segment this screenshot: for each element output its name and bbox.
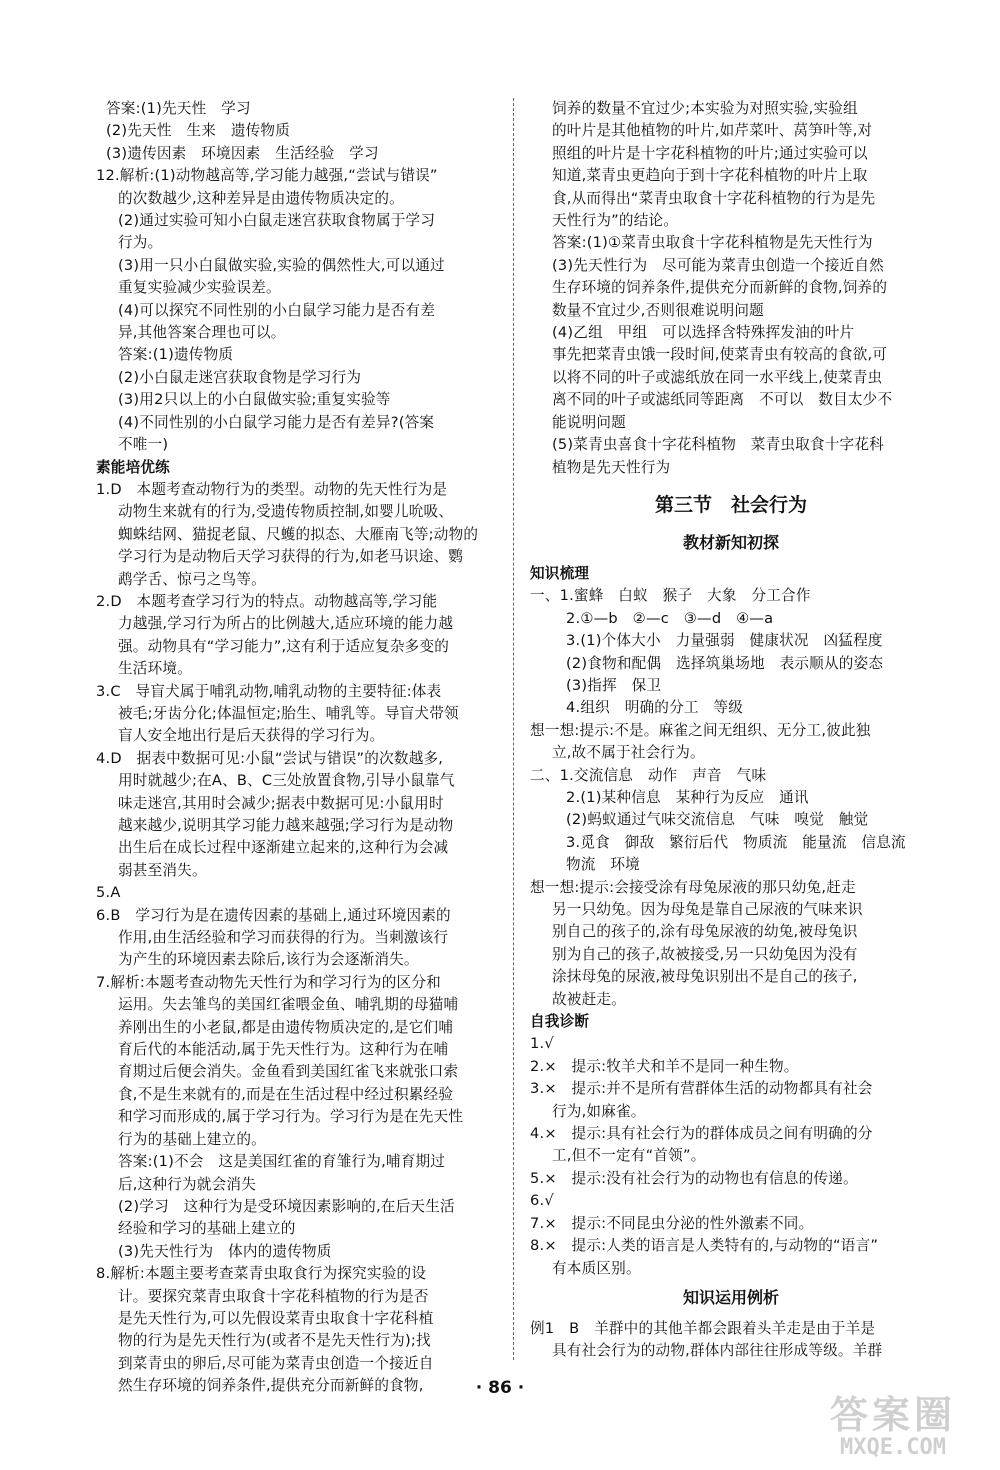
- watermark-url: MXQE.COM: [840, 1435, 946, 1460]
- text-line: 涂抹母兔的尿液,被母兔识别出不是自己的孩子,: [552, 968, 858, 986]
- text-line: (3)指挥 保卫: [566, 676, 662, 694]
- text-line: 8.× 提示:人类的语言是人类特有的,与动物的“语言”: [530, 1237, 879, 1255]
- section-title: 第三节 社会行为: [654, 493, 807, 516]
- text-line: 8.解析:本题主要考查菜青虫取食行为探究实验的设: [96, 1265, 427, 1283]
- text-line: 力越强,学习行为所占的比例越大,适应环境的能力越: [118, 615, 454, 633]
- text-line: 的次数越少,这种差异是由遗传物质决定的。: [118, 189, 404, 207]
- text-line: 出生后在成长过程中逐渐建立起来的,这种行为会减: [118, 839, 449, 857]
- text-line: 动物生来就有的行为,受遗传物质控制,如婴儿吮吸、: [118, 503, 454, 521]
- text-line: 7.解析:本题考查动物先天性行为和学习行为的区分和: [96, 973, 441, 991]
- text-line: (3)用2只以上的小白鼠做实验;重复实验等: [118, 391, 391, 409]
- text-line: 饲养的数量不宜过少;本实验为对照实验,实验组: [552, 100, 858, 117]
- text-line: 用时就越少;在A、B、C三处放置食物,引导小鼠靠气: [118, 772, 455, 790]
- text-line: 食,从而得出“菜青虫取食十字花科植物的行为是先: [552, 189, 876, 207]
- text-line: 运用。失去雏鸟的美国红雀喂金鱼、哺乳期的母猫哺: [118, 996, 459, 1014]
- text-line: 故被赶走。: [552, 990, 626, 1008]
- text-line: 6.√: [530, 1192, 554, 1210]
- text-line: 物流 环境: [566, 856, 640, 874]
- text-line: 行为,如麻雀。: [552, 1102, 646, 1120]
- text-line: 知道,菜青虫更趋向于到十字花科植物的叶片上取: [552, 167, 868, 185]
- text-line: 照组的叶片是十字花科植物的叶片;通过实验可以: [552, 144, 868, 162]
- right-column-middle: [530, 563, 932, 1280]
- text-line: 想一想:提示:会接受涂有母兔尿液的那只幼兔,赶走: [530, 878, 856, 896]
- text-line: 1.D 本题考查动物行为的类型。动物的先天性行为是: [96, 480, 448, 498]
- text-line: 例1 B 羊群中的其他羊都会跟着头羊走是由于羊是: [530, 1319, 876, 1337]
- text-line: 5.× 提示:没有社会行为的动物也有信息的传递。: [530, 1169, 858, 1187]
- text-line: 行为的基础上建立的。: [118, 1130, 266, 1148]
- text-line: 学习行为是动物后天学习获得的行为,如老马识途、鹦: [118, 548, 464, 566]
- text-line: 2.①—b ②—c ③—d ④—a: [566, 609, 774, 627]
- text-line: (4)可以探究不同性别的小白鼠学习能力是否有差: [118, 301, 436, 319]
- text-line: 别为自己的孩子,故被接受,另一只幼兔因为没有: [552, 945, 858, 963]
- text-line: (4)不同性别的小白鼠学习能力是否有差异?(答案: [118, 413, 435, 431]
- text-line: 12.解析:(1)动物越高等,学习能力越强,“尝试与错误”: [96, 167, 438, 185]
- text-line: 4.D 据表中数据可见:小鼠“尝试与错误”的次数越多,: [96, 749, 444, 767]
- text-line: 3.× 提示:并不是所有营群体生活的动物都具有社会: [530, 1080, 873, 1098]
- text-line: 二、1.交流信息 动作 声音 气味: [530, 766, 767, 784]
- text-line: 强。动物具有“学习能力”,这有利于适应复杂多变的: [118, 637, 450, 655]
- text-line: (3)遗传因素 环境因素 生活经验 学习: [106, 144, 379, 162]
- text-line: 食,不是生来就有的,而是在生活过程中经过积累经验: [118, 1085, 454, 1103]
- text-line: 天性行为”的结论。: [552, 212, 679, 230]
- text-line: (2)蚂蚁通过气味交流信息 气味 嗅觉 触觉: [566, 811, 869, 829]
- text-line: 立,故不属于社会行为。: [552, 744, 705, 762]
- text-line: 3.C 导盲犬属于哺乳动物,哺乳动物的主要特征:体表: [96, 682, 442, 700]
- text-line: 答案:(1)①菜青虫取食十字花科植物是先天性行为: [552, 234, 873, 252]
- text-line: 是先天性行为,可以先假设菜青虫取食十字花科植: [118, 1309, 434, 1327]
- text-line: 离不同的叶子或滤纸同等距离 不可以 数目太少不: [552, 391, 893, 409]
- text-line: 养刚出生的小老鼠,都是由遗传物质决定的,是它们哺: [118, 1018, 454, 1036]
- text-line: 别自己的孩子的,涂有母兔尿液的幼兔,被母兔识: [552, 923, 858, 941]
- text-line: 异,其他答案合理也可以。: [118, 324, 286, 342]
- text-line: 弱甚至消失。: [118, 861, 207, 879]
- text-line: 数量不宜过少,否则很难说明问题: [552, 301, 764, 319]
- text-line: 作用,由生活经验和学习而获得的行为。当刺激该行: [118, 929, 449, 947]
- text-line: 行为。: [118, 234, 163, 252]
- column-divider: [513, 98, 514, 1360]
- text-line: 经验和学习的基础上建立的: [118, 1220, 296, 1238]
- text-line: 3.(1)个体大小 力量强弱 健康状况 凶猛程度: [566, 632, 883, 650]
- text-line: 另一只幼兔。因为母兔是靠自己尿液的气味来识: [552, 901, 863, 918]
- text-line: (3)先天性行为 尽可能为菜青虫创造一个接近自然: [552, 256, 884, 274]
- right-column-top: [530, 98, 932, 479]
- text-line: (2)通过实验可知小白鼠走迷宫获取食物属于学习: [118, 212, 436, 230]
- text-line: 有本质区别。: [552, 1259, 641, 1277]
- watermark-logo: [808, 1380, 978, 1464]
- subsection-title-2: 知识运用例析: [682, 1287, 779, 1307]
- text-line: 鹉学舌、惊弓之鸟等。: [118, 570, 266, 588]
- text-line: 4.× 提示:具有社会行为的群体成员之间有明确的分: [530, 1125, 873, 1143]
- text-line: 生活环境。: [118, 660, 192, 678]
- text-line: 育期过后便会消失。金鱼看到美国红雀飞来就张口索: [118, 1063, 459, 1081]
- text-line: 计。要探究菜青虫取食十字花科植物的行为是否: [118, 1287, 429, 1305]
- text-line: 和学习而形成的,属于学习行为。学习行为是在先天性: [118, 1108, 464, 1126]
- text-line: (5)菜青虫喜食十字花科植物 菜青虫取食十字花科: [552, 436, 884, 454]
- text-line: 2.(1)某种信息 某种行为反应 通讯: [566, 788, 809, 806]
- text-line: 答案:(1)遗传物质: [118, 346, 234, 364]
- text-line: 物的行为是先天性行为(或者不是先天性行为);找: [118, 1332, 431, 1350]
- text-line: 6.B 学习行为是在遗传因素的基础上,通过环境因素的: [96, 906, 451, 924]
- text-line: 一、1.蜜蜂 白蚁 猴子 大象 分工合作: [530, 587, 811, 605]
- text-line: (2)食物和配偶 选择筑巢场地 表示顺从的姿态: [566, 654, 884, 672]
- text-line: 蜘蛛结网、猫捉老鼠、尺蠖的拟态、大雁南飞等;动物的: [118, 525, 479, 543]
- text-line: 生存环境的饲养条件,提供充分而新鲜的食物,饲养的: [552, 279, 888, 297]
- text-line: 后,这种行为就会消失: [118, 1175, 256, 1193]
- text-line: 7.× 提示:不同昆虫分泌的性外激素不同。: [530, 1214, 814, 1232]
- right-column-bottom: [530, 1318, 932, 1363]
- text-line: 自我诊断: [530, 1013, 590, 1031]
- text-line: 以将不同的叶子或滤纸放在同一水平线上,使菜青虫: [552, 368, 883, 386]
- text-line: 育后代的本能活动,属于先天性行为。这种行为在哺: [118, 1041, 449, 1059]
- text-line: 具有社会行为的动物,群体内部往往形成等级。羊群: [552, 1342, 883, 1360]
- left-column: [96, 98, 498, 1398]
- text-line: 知识梳理: [530, 564, 590, 582]
- text-line: 答案:(1)不会 这是美国红雀的育雏行为,哺育期过: [118, 1153, 446, 1171]
- text-line: 4.组织 明确的分工 等级: [566, 699, 744, 717]
- right-column: [530, 98, 932, 1363]
- text-line: (3)先天性行为 体内的遗传物质: [118, 1242, 332, 1260]
- text-line: 想一想:提示:不是。麻雀之间无组织、无分工,彼此独: [530, 721, 871, 739]
- text-line: (2)小白鼠走迷宫获取食物是学习行为: [118, 368, 362, 386]
- text-line: 事先把菜青虫饿一段时间,使菜青虫有较高的食欲,可: [552, 346, 888, 364]
- text-line: (2)先天性 生来 遗传物质: [106, 122, 291, 140]
- text-line: 到菜青虫的卵后,尽可能为菜青虫创造一个接近自: [118, 1354, 434, 1372]
- text-line: 工,但不一定有“首领”。: [552, 1147, 706, 1165]
- text-line: 为产生的环境因素去除后,该行为会逐渐消失。: [118, 951, 419, 969]
- text-line: 盲人安全地出行是后天获得的学习行为。: [118, 727, 385, 745]
- watermark-text: 答案圈: [829, 1393, 956, 1437]
- text-line: 植物是先天性行为: [552, 458, 671, 476]
- text-line: 越来越少,说明其学习能力越来越强;学习行为是动物: [118, 817, 454, 834]
- text-line: 然生存环境的饲养条件,提供充分而新鲜的食物,: [118, 1377, 424, 1395]
- page-number: · 86 ·: [475, 1378, 525, 1398]
- subsection-title-1: 教材新知初探: [682, 532, 779, 552]
- text-line: (2)学习 这种行为是受环境因素影响的,在后天生活: [118, 1197, 455, 1215]
- text-line: 被毛;牙齿分化;体温恒定;胎生、哺乳等。导盲犬带领: [118, 704, 459, 722]
- text-line: (4)乙组 甲组 可以选择含特殊挥发油的叶片: [552, 324, 855, 342]
- text-line: 5.A: [96, 884, 121, 902]
- text-line: 不唯一): [118, 436, 169, 454]
- text-line: 2.D 本题考查学习行为的特点。动物越高等,学习能: [96, 592, 438, 610]
- text-line: 能说明问题: [552, 413, 626, 431]
- text-line: 素能培优练: [96, 458, 170, 476]
- text-line: 重复实验减少实验误差。: [118, 279, 281, 297]
- text-line: (3)用一只小白鼠做实验,实验的偶然性大,可以通过: [118, 256, 445, 274]
- text-line: 1.√: [530, 1035, 554, 1053]
- text-line: 2.× 提示:牧羊犬和羊不是同一种生物。: [530, 1057, 799, 1075]
- text-line: 的叶片是其他植物的叶片,如芹菜叶、莴笋叶等,对: [552, 122, 873, 140]
- text-line: 3.觅食 御敌 繁衍后代 物质流 能量流 信息流: [566, 833, 906, 851]
- text-line: 答案:(1)先天性 学习: [106, 100, 251, 117]
- text-line: 味走迷宫,其用时会减少;据表中数据可见:小鼠用时: [118, 794, 444, 812]
